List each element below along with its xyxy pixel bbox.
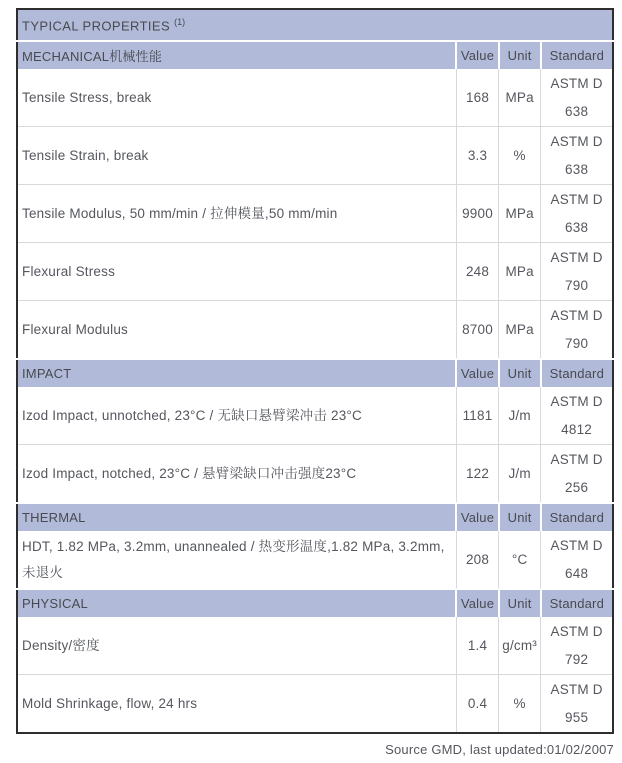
section-header-row xyxy=(17,589,613,617)
section-header-row xyxy=(17,503,613,531)
column-header-unit: Unit xyxy=(499,589,541,617)
standard-cell: ASTM D 792 xyxy=(541,617,613,675)
unit-cell: MPa xyxy=(499,243,541,301)
property-cell: Tensile Strain, break xyxy=(17,127,456,185)
property-cell: Izod Impact, notched, 23°C / 悬臂梁缺口冲击强度23°C xyxy=(17,445,456,504)
properties-table xyxy=(16,8,614,734)
unit-cell: MPa xyxy=(499,185,541,243)
section-label: IMPACT xyxy=(17,359,456,387)
column-header-standard: Standard xyxy=(541,359,613,387)
value-cell: 1181 xyxy=(456,387,498,445)
table-title-footnote-marker: (1) xyxy=(174,16,186,27)
table-row xyxy=(17,69,613,127)
column-header-standard: Standard xyxy=(541,503,613,531)
table-title-row xyxy=(17,9,613,41)
column-header-value: Value xyxy=(456,359,498,387)
unit-cell: % xyxy=(499,127,541,185)
table-row xyxy=(17,445,613,504)
table-row xyxy=(17,243,613,301)
column-header-unit: Unit xyxy=(499,41,541,69)
standard-cell: ASTM D 790 xyxy=(541,301,613,360)
value-cell: 248 xyxy=(456,243,498,301)
value-cell: 3.3 xyxy=(456,127,498,185)
value-cell: 122 xyxy=(456,445,498,504)
value-cell: 8700 xyxy=(456,301,498,360)
property-cell: Tensile Modulus, 50 mm/min / 拉伸模量,50 mm/min xyxy=(17,185,456,243)
unit-cell: J/m xyxy=(499,445,541,504)
property-cell: Tensile Stress, break xyxy=(17,69,456,127)
value-cell: 168 xyxy=(456,69,498,127)
column-header-value: Value xyxy=(456,41,498,69)
table-row xyxy=(17,617,613,675)
value-cell: 1.4 xyxy=(456,617,498,675)
column-header-standard: Standard xyxy=(541,41,613,69)
table-title xyxy=(17,9,613,41)
standard-cell: ASTM D 955 xyxy=(541,675,613,734)
column-header-value: Value xyxy=(456,589,498,617)
section-header-row xyxy=(17,359,613,387)
value-cell: 0.4 xyxy=(456,675,498,734)
table-row xyxy=(17,675,613,734)
standard-cell: ASTM D 638 xyxy=(541,127,613,185)
unit-cell: MPa xyxy=(499,301,541,360)
property-cell: Mold Shrinkage, flow, 24 hrs xyxy=(17,675,456,734)
column-header-standard: Standard xyxy=(541,589,613,617)
column-header-value: Value xyxy=(456,503,498,531)
standard-cell: ASTM D 790 xyxy=(541,243,613,301)
table-row xyxy=(17,387,613,445)
property-cell: Izod Impact, unnotched, 23°C / 无缺口悬臂梁冲击 23°C xyxy=(17,387,456,445)
table-row xyxy=(17,531,613,589)
source-footer: Source GMD, last updated:01/02/2007 xyxy=(385,742,614,757)
unit-cell: J/m xyxy=(499,387,541,445)
section-label: PHYSICAL xyxy=(17,589,456,617)
column-header-unit: Unit xyxy=(499,503,541,531)
table-row xyxy=(17,301,613,360)
standard-cell: ASTM D 4812 xyxy=(541,387,613,445)
section-label: THERMAL xyxy=(17,503,456,531)
section-header-row xyxy=(17,41,613,69)
standard-cell: ASTM D 638 xyxy=(541,69,613,127)
property-cell: HDT, 1.82 MPa, 3.2mm, unannealed / 热变形温度,1.82 MPa, 3.2mm,未退火 xyxy=(17,531,456,589)
property-cell: Density/密度 xyxy=(17,617,456,675)
unit-cell: MPa xyxy=(499,69,541,127)
table-row xyxy=(17,185,613,243)
standard-cell: ASTM D 638 xyxy=(541,185,613,243)
value-cell: 208 xyxy=(456,531,498,589)
table-row xyxy=(17,127,613,185)
column-header-unit: Unit xyxy=(499,359,541,387)
unit-cell: °C xyxy=(499,531,541,589)
unit-cell: g/cm³ xyxy=(499,617,541,675)
property-cell: Flexural Modulus xyxy=(17,301,456,360)
table-title-text: TYPICAL PROPERTIES xyxy=(22,18,171,34)
property-cell: Flexural Stress xyxy=(17,243,456,301)
standard-cell: ASTM D 648 xyxy=(541,531,613,589)
standard-cell: ASTM D 256 xyxy=(541,445,613,504)
unit-cell: % xyxy=(499,675,541,734)
section-label: MECHANICAL机械性能 xyxy=(17,41,456,69)
value-cell: 9900 xyxy=(456,185,498,243)
